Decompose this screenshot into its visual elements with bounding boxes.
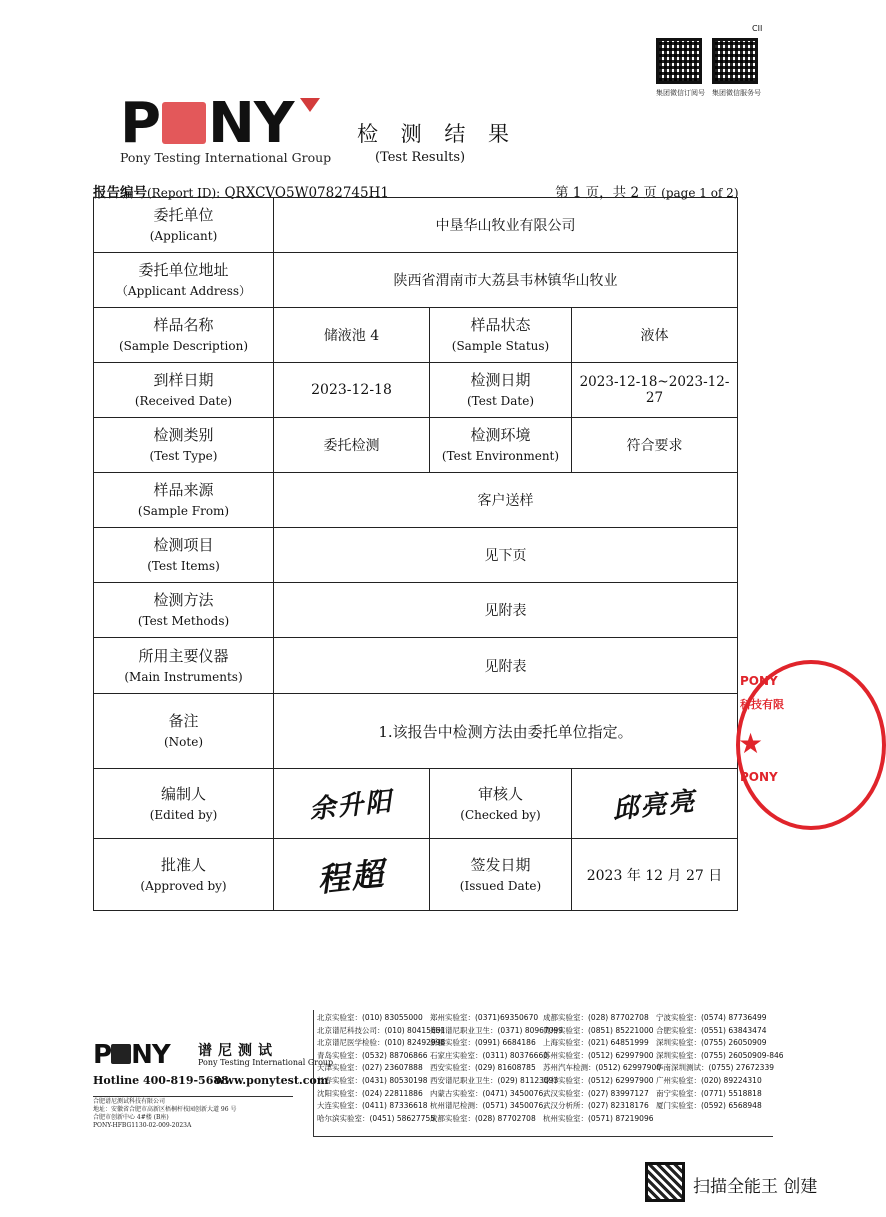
approved-by-signature-text: 程超: [315, 854, 388, 899]
lab-entry: 郑州实验室：(0371)69350670: [430, 1013, 539, 1022]
lab-entry: 西安谱尼职业卫生：(029) 81123093: [430, 1075, 559, 1085]
test-type-value: 委托检测: [274, 418, 430, 473]
edited-by-signature: [274, 769, 430, 839]
qr-code-service: [712, 38, 758, 84]
page-info-en: (page 1 of 2): [661, 186, 739, 200]
test-environment-value: 符合要求: [572, 418, 738, 473]
report-id-label-en: (Report ID):: [147, 186, 221, 200]
footer-divider: [93, 1096, 293, 1097]
checked-by-label-zh: 审核人: [477, 784, 523, 803]
applicant-address-value: 陕西省渭南市大荔县韦林镇华山牧业: [274, 253, 738, 308]
lab-entry: 宁波实验室：(0574) 87736499: [656, 1013, 767, 1022]
sample-status-label: [430, 308, 572, 363]
logo-letter-p: P: [120, 91, 161, 156]
test-date-value: 2023-12-18~2023-12-27: [572, 363, 738, 418]
row-applicant: [94, 198, 738, 253]
main-instruments-label-zh: 所用主要仪器: [138, 646, 229, 665]
issued-date-value: 2023 年 12 月 27 日: [572, 839, 738, 911]
lab-entry: 厦门实验室：(0592) 6568948: [656, 1101, 762, 1111]
received-date-label: [94, 363, 274, 418]
edited-by-label: [94, 769, 274, 839]
lab-entry: 苏州实验室：(0512) 62997900: [543, 1050, 654, 1060]
checked-by-signature-text: 邱亮亮: [611, 786, 699, 826]
lab-entry: 苏州汽车检测：(0512) 62997900: [543, 1063, 661, 1073]
test-environment-label: [430, 418, 572, 473]
test-type-label-zh: 检测类别: [153, 426, 214, 445]
logo-square-o: [162, 102, 206, 144]
lab-entry: 深圳实验室：(0755) 26050909-846: [656, 1050, 784, 1060]
test-date-label: [430, 363, 572, 418]
sample-description-value: 储液池 4: [274, 308, 430, 363]
stamp-text-bottom: PONY: [740, 770, 778, 784]
lab-entry: 成都实验室：(028) 87702708: [430, 1113, 536, 1123]
main-instruments-value: 见附表: [274, 638, 738, 694]
lab-entry: 杭州谱尼检测：(0571) 3450076: [430, 1101, 544, 1111]
test-methods-label: [94, 583, 274, 638]
lab-entry: 广州实验室：(020) 89224310: [656, 1075, 762, 1085]
test-environment-label-zh: 检测环境: [470, 426, 531, 445]
test-methods-label-en: (Test Methods): [137, 614, 230, 629]
lab-entry: 球样实验室：(0512) 62997900: [543, 1075, 654, 1085]
test-date-label-zh: 检测日期: [470, 371, 531, 390]
lab-entry: 武汉实验室：(027) 83997127: [543, 1088, 649, 1098]
test-items-value: 见下页: [274, 528, 738, 583]
lab-entry: 深圳实验室：(0755) 26050909: [656, 1038, 767, 1048]
row-instruments: [94, 638, 738, 694]
lab-directory: [317, 1012, 784, 1125]
approved-by-label-en: (Approved by): [140, 878, 227, 893]
corner-mark: CII: [752, 24, 763, 33]
row-note: [94, 694, 738, 769]
lab-entry: 哈尔滨实验室：(0451) 58627755: [317, 1113, 435, 1123]
sample-description-label-en: (Sample Description): [118, 339, 249, 354]
footer-website: www.ponytest.com: [215, 1074, 329, 1087]
stamp-star-icon: ★: [738, 727, 764, 760]
test-results-table: [93, 197, 738, 911]
lab-entry: 沈阳实验室：(024) 22811886: [317, 1088, 423, 1098]
row-sample-from: [94, 473, 738, 528]
test-methods-label-zh: 检测方法: [153, 591, 214, 610]
lab-entry: 长春实验室：(0431) 80530198: [317, 1075, 428, 1085]
lab-entry: 北京谱尼医学检验：(010) 82492998: [317, 1038, 446, 1048]
footer-logo-square: [111, 1044, 131, 1064]
test-type-label: [94, 418, 274, 473]
qr-code-subscription: [656, 38, 702, 84]
scanner-watermark: 扫描全能王 创建: [693, 1177, 818, 1197]
lab-entry: 上海实验室：(021) 64851999: [543, 1038, 649, 1048]
applicant-label-zh: 委托单位: [153, 206, 214, 225]
applicant-address-label: [94, 253, 274, 308]
note-label-en: (Note): [163, 735, 203, 750]
sample-from-value: 客户送样: [274, 473, 738, 528]
applicant-address-label-zh: 委托单位地址: [138, 261, 229, 280]
sample-description-label-zh: 样品名称: [153, 316, 214, 335]
test-items-label: [94, 528, 274, 583]
report-id-label: 报告编号: [93, 185, 147, 201]
row-test-items: [94, 528, 738, 583]
lab-entry: 贵州实验室：(0851) 85221000: [543, 1025, 654, 1035]
row-dates: [94, 363, 738, 418]
lab-entry: 内蒙古实验室：(0471) 3450076: [430, 1088, 544, 1098]
lab-entry: 南宁实验室：(0771) 5518818: [656, 1088, 762, 1098]
lab-entry: 青岛实验室：(0532) 88706866: [317, 1050, 428, 1060]
note-label: [94, 694, 274, 769]
lab-entry: 成都实验室：(028) 87702708: [543, 1013, 649, 1022]
footer-company-line-4: PONY-HFBG1130-02-009-2023A: [93, 1122, 192, 1129]
page-info-zh: 第 1 页，共 2 页: [555, 185, 657, 201]
approved-by-signature: [274, 839, 430, 911]
lab-entry: 石家庄实验室：(0311) 80376660: [430, 1050, 548, 1060]
received-date-label-en: (Received Date): [134, 394, 233, 409]
applicant-value: 中垦华山牧业有限公司: [274, 198, 738, 253]
sample-status-label-en: (Sample Status): [451, 339, 550, 354]
qr-caption-service: 集团微信服务号: [712, 89, 761, 97]
stamp-text-top: PONY: [740, 674, 778, 688]
company-stamp: [736, 660, 784, 830]
test-type-label-en: (Test Type): [149, 449, 218, 464]
issued-date-label-en: (Issued Date): [459, 878, 542, 893]
row-sample: [94, 308, 738, 363]
approved-by-label-zh: 批准人: [160, 855, 206, 874]
edited-by-signature-text: 余升阳: [308, 786, 396, 826]
lab-entry: 大连实验室：(0411) 87336618: [317, 1101, 428, 1111]
issued-date-label: [430, 839, 572, 911]
lab-entry: 武汉分析所：(027) 82318176: [543, 1101, 649, 1111]
issued-date-label-zh: 签发日期: [470, 855, 531, 874]
footer-company-line-1: 合肥谱尼测试科技有限公司: [93, 1098, 166, 1105]
stamp-text-mid: 科技有限: [740, 698, 784, 711]
applicant-label-en: (Applicant): [149, 229, 218, 244]
main-instruments-label: [94, 638, 274, 694]
lab-entry: 杭州实验室：(0571) 87219096: [543, 1113, 654, 1123]
row-applicant-address: [94, 253, 738, 308]
lab-entry: 新疆实验室：(0991) 6684186: [430, 1038, 536, 1048]
test-date-label-en: (Test Date): [466, 394, 535, 409]
footer-company-line-3: 合肥市创新中心 4#楼 (B座): [93, 1114, 169, 1121]
row-approved-issued: [94, 839, 738, 911]
sample-from-label-zh: 样品来源: [153, 481, 214, 500]
page-title-en: (Test Results): [375, 150, 466, 165]
scanner-qr-icon: [645, 1162, 685, 1202]
edited-by-label-en: (Edited by): [149, 807, 218, 822]
lab-entry: 郑州谱尼职业卫生：(0371) 80967099: [430, 1025, 563, 1035]
main-instruments-label-en: (Main Instruments): [124, 669, 243, 684]
logo-subtitle: Pony Testing International Group: [120, 150, 332, 165]
sample-from-label: [94, 473, 274, 528]
report-id-value: QRXCVO5W0782745H1: [224, 185, 389, 201]
row-test-methods: [94, 583, 738, 638]
logo-triangle-icon: [300, 98, 320, 112]
page-title: 检 测 结 果: [357, 122, 518, 146]
test-items-label-zh: 检测项目: [153, 536, 214, 555]
edited-by-label-zh: 编制人: [160, 784, 206, 803]
footer-hotline: Hotline 400-819-5688: [93, 1074, 229, 1087]
checked-by-label: [430, 769, 572, 839]
lab-entry: 合肥实验室：(0551) 63843474: [656, 1025, 767, 1035]
row-edited-checked: [94, 769, 738, 839]
footer-company-line-2: 地址：安徽省合肥市高新区梧桐杆枝园创新大道 96 号: [93, 1106, 237, 1113]
applicant-label: [94, 198, 274, 253]
received-date-label-zh: 到样日期: [153, 371, 214, 390]
lab-entry: 西安实验室：(029) 81608785: [430, 1063, 536, 1073]
applicant-address-label-en: （Applicant Address）: [115, 284, 252, 299]
lab-entry: 北京谱尼科技公司：(010) 80415661: [317, 1025, 446, 1035]
sample-from-label-en: (Sample From): [137, 504, 230, 519]
row-type: [94, 418, 738, 473]
note-value: 1.该报告中检测方法由委托单位指定。: [274, 694, 738, 769]
received-date-value: 2023-12-18: [274, 363, 430, 418]
test-environment-label-en: (Test Environment): [441, 449, 560, 464]
logo-letters-ny: NY: [208, 91, 294, 156]
lab-entry: 天津实验室：(027) 23607888: [317, 1063, 423, 1073]
checked-by-signature: [572, 769, 738, 839]
footer-logo: P NY: [93, 1040, 170, 1070]
pony-logo: [120, 91, 294, 156]
test-items-label-en: (Test Items): [147, 559, 220, 574]
lab-entry: 华南深圳测试：(0755) 27672339: [656, 1063, 774, 1073]
sample-status-label-zh: 样品状态: [470, 316, 531, 335]
sample-status-value: 液体: [572, 308, 738, 363]
approved-by-label: [94, 839, 274, 911]
test-methods-value: 见附表: [274, 583, 738, 638]
checked-by-label-en: (Checked by): [460, 807, 541, 822]
footer-brand: 谱尼测试: [198, 1043, 278, 1059]
sample-description-label: [94, 308, 274, 363]
qr-caption-subscription: 集团微信订阅号: [656, 89, 705, 97]
lab-entry: 北京实验室：(010) 83055000: [317, 1013, 423, 1022]
footer-brand-en: Pony Testing International Group: [198, 1058, 334, 1067]
note-label-zh: 备注: [168, 712, 199, 731]
